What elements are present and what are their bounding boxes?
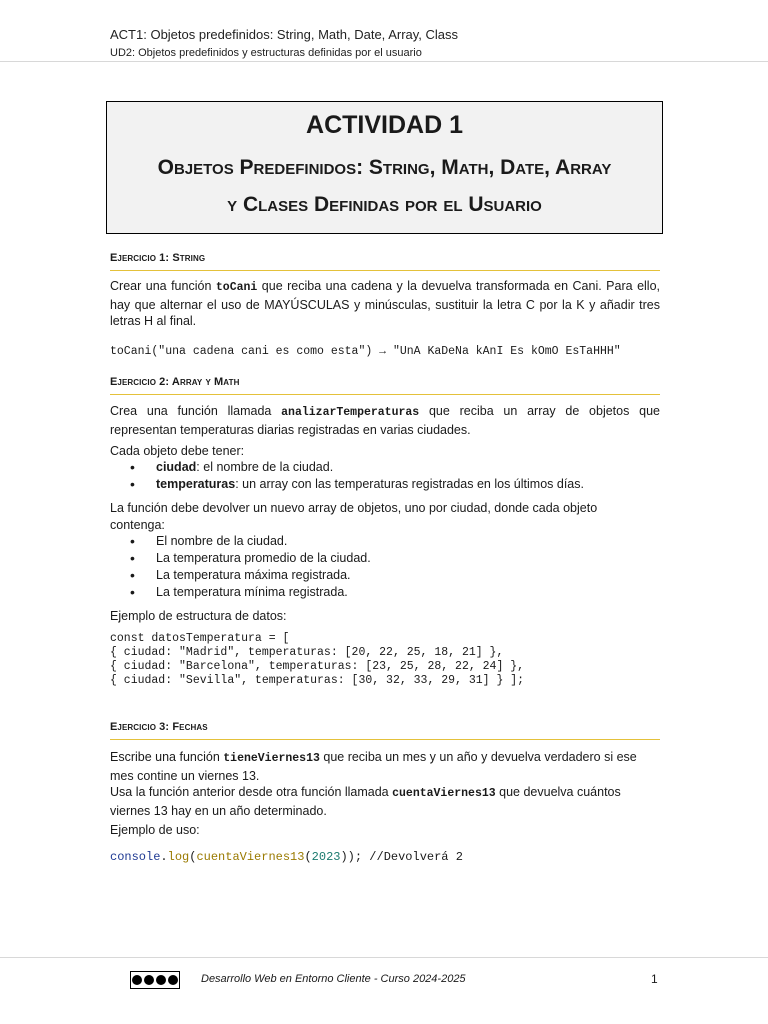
code-line: { ciudad: "Barcelona", temperaturas: [23, 25, 28, 22, 24] }, [110, 660, 525, 673]
list-item: • La temperatura máxima registrada. [130, 567, 371, 584]
exercise2-fields-list [130, 459, 584, 493]
header-unit-title: UD2: Objetos predefinidos y estructuras definidas por el usuario [110, 47, 422, 59]
sa-icon [168, 975, 178, 985]
footer-course-text: Desarrollo Web en Entorno Cliente - Curso 2024-2025 [201, 973, 466, 985]
exercise3-example-label: Ejemplo de uso: [110, 823, 200, 837]
page-title: ACTIVIDAD 1 [306, 111, 463, 139]
code-line: { ciudad: "Madrid", temperaturas: [20, 22, 25, 18, 21] }, [110, 646, 504, 659]
function-name-tieneviernes13: tieneViernes13 [223, 752, 320, 765]
header-activity-title: ACT1: Objetos predefinidos: String, Math, Date, Array, Class [110, 27, 459, 42]
exercise3-code: console.log(cuentaViernes13(2023)); //Devolverá 2 [110, 850, 463, 864]
exercise3-rule [110, 739, 660, 740]
list-item: • ciudad: el nombre de la ciudad. [130, 459, 584, 476]
page-header [110, 26, 458, 61]
exercise1-heading: Ejercicio 1: String [110, 252, 206, 264]
exercise1-description: Crear una función toCani que reciba una cadena y la devuelva transformada en Cani. Para ello, hay que alternar el uso de MAYÚSCULAS y minúsculas, sustituir la letra C por la K y añadir tres letras H al final. [110, 279, 660, 328]
exercise2-description: Crea una función llamada analizarTemperaturas que reciba un array de objetos que representan temperaturas diarias registradas en varias ciudades. [110, 404, 660, 437]
code-line: { ciudad: "Sevilla", temperaturas: [30, 32, 33, 29, 31] } ]; [110, 674, 525, 687]
exercise2-return-list [130, 533, 371, 601]
exercise2-code-block [110, 632, 524, 688]
page-subtitle-line2: y Clases Definidas por el Usuario [227, 193, 542, 216]
by-icon [144, 975, 154, 985]
exercise2-heading: Ejercicio 2: Array y Math [110, 376, 240, 388]
list-item: • La temperatura mínima registrada. [130, 584, 371, 601]
exercise3-description: Escribe una función tieneViernes13 que reciba un mes y un año y devuelva verdadero si ese mes contine un viernes 13. Usa la función anterior desde otra función llamada cuentaViernes13 que devuelva cuántos viernes 13 hay en un año determinado. [110, 750, 637, 818]
code-line: const datosTemperatura = [ [110, 632, 290, 645]
page-subtitle-line1: Objetos Predefinidos: String, Math, Date, Array [157, 156, 612, 179]
title-box [106, 101, 663, 234]
creative-commons-license-icon [130, 971, 180, 989]
function-name-tocani: toCani [215, 281, 258, 294]
cc-icon [132, 975, 142, 985]
list-item: • temperaturas: un array con las temperaturas registradas en los últimos días. [130, 476, 584, 493]
nc-icon [156, 975, 166, 985]
list-item: • La temperatura promedio de la ciudad. [130, 550, 371, 567]
function-name-cuentaviernes13: cuentaViernes13 [392, 787, 496, 800]
exercise1-rule [110, 270, 660, 271]
exercise2-rule [110, 394, 660, 395]
footer-divider [0, 957, 768, 958]
exercise2-fields-intro: Cada objeto debe tener: [110, 444, 245, 458]
page-number: 1 [651, 972, 658, 986]
exercise2-example-label: Ejemplo de estructura de datos: [110, 609, 287, 623]
exercise3-heading: Ejercicio 3: Fechas [110, 721, 208, 733]
exercise1-example: toCani("una cadena cani es como esta") → "UnA KaDeNa kAnI Es kOmO EsTaHHH" [110, 345, 621, 358]
function-name-analizartemperaturas: analizarTemperaturas [281, 406, 420, 419]
list-item: • El nombre de la ciudad. [130, 533, 371, 550]
exercise2-return-text: La función debe devolver un nuevo array de objetos, uno por ciudad, donde cada objeto contenga: [110, 501, 598, 532]
header-divider [0, 61, 768, 62]
